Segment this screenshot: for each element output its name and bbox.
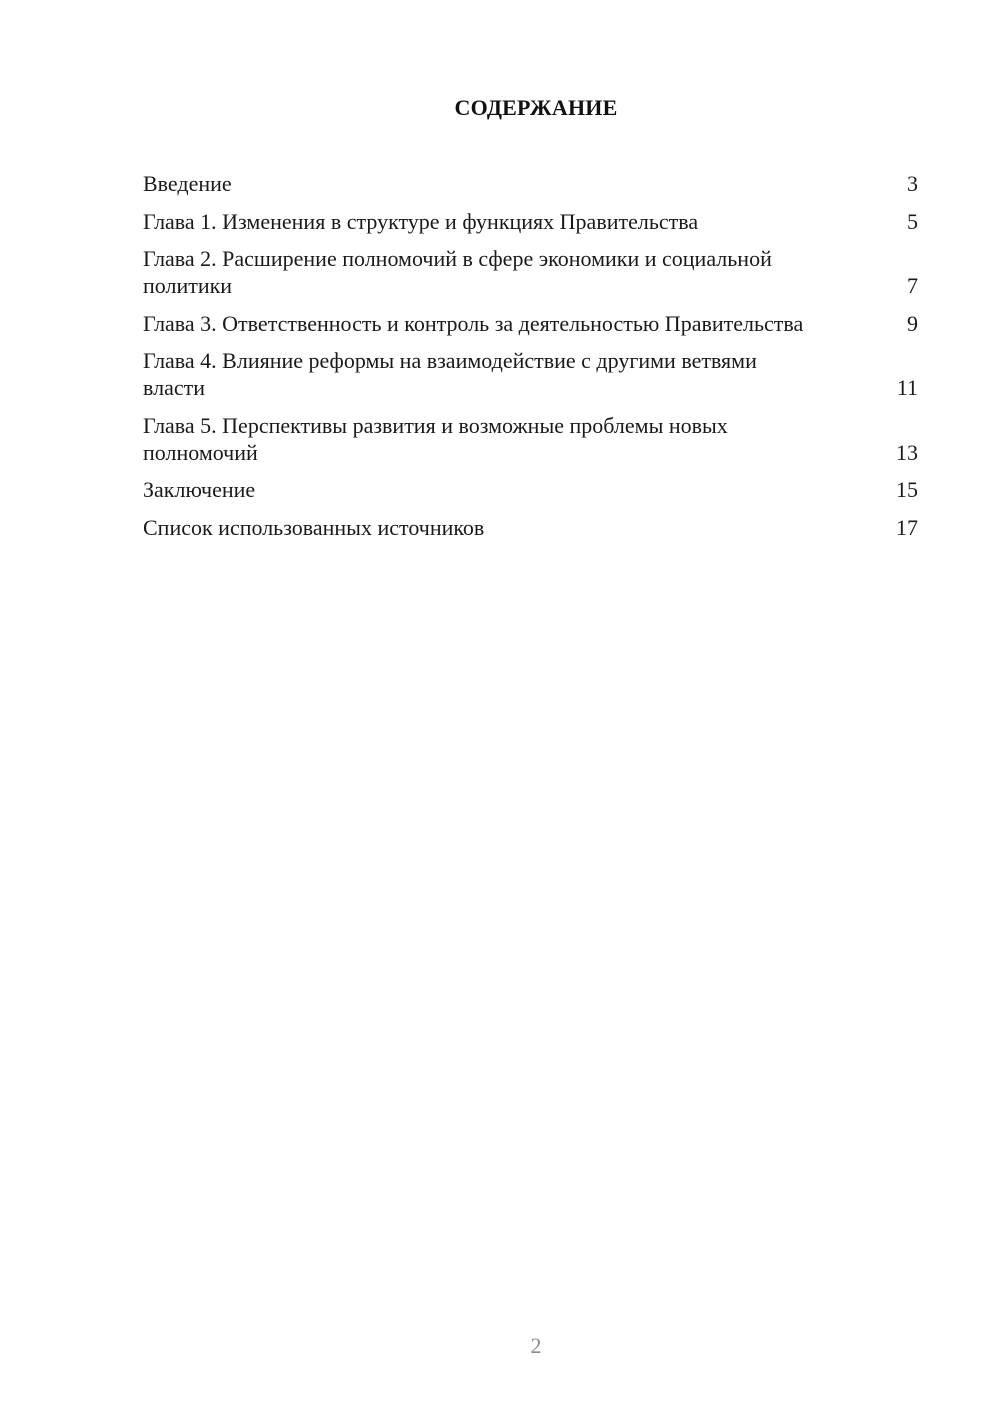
toc-entry-label: Глава 2. Расширение полномочий в сфере экономики и социальной политики — [143, 246, 772, 298]
toc-entry-page: 13 — [896, 439, 918, 465]
toc-entry-page: 3 — [907, 171, 918, 196]
toc-title: СОДЕРЖАНИЕ — [454, 95, 618, 120]
toc-entry-label: Глава 1. Изменения в структуре и функциях Правительства — [143, 208, 699, 234]
toc-entry-conclusion[interactable] — [143, 476, 918, 503]
toc-entry-label: Введение — [143, 171, 232, 196]
toc-entry-chapter-1[interactable] — [143, 208, 918, 235]
toc-entry-chapter-3[interactable] — [143, 310, 918, 337]
toc-entry-label: Глава 4. Влияние реформы на взаимодействие с другими ветвями власти — [143, 348, 757, 400]
toc-entry-page: 11 — [896, 375, 918, 400]
toc-entry-label: Список использованных источников — [143, 514, 485, 540]
toc-entry-references[interactable] — [143, 514, 918, 541]
toc-entry-page: 9 — [907, 310, 918, 336]
toc-entry-chapter-4[interactable] — [143, 347, 918, 401]
toc-entry-label: Глава 3. Ответственность и контроль за деятельностью Правительства — [143, 310, 804, 336]
toc-entry-page: 17 — [896, 514, 918, 540]
page-number: 2 — [530, 1333, 542, 1358]
toc-entry-page: 15 — [896, 477, 918, 502]
toc-entry-chapter-5[interactable] — [143, 412, 918, 466]
toc-entry-page: 5 — [907, 208, 918, 234]
toc-entry-label: Заключение — [143, 477, 256, 502]
toc-entry-introduction[interactable] — [143, 170, 918, 197]
toc-entry-label: Глава 5. Перспективы развития и возможные проблемы новых полномочий — [143, 412, 728, 465]
toc-entry-chapter-2[interactable] — [143, 245, 918, 299]
toc-entry-page: 7 — [907, 273, 918, 298]
table-of-contents — [143, 170, 918, 551]
